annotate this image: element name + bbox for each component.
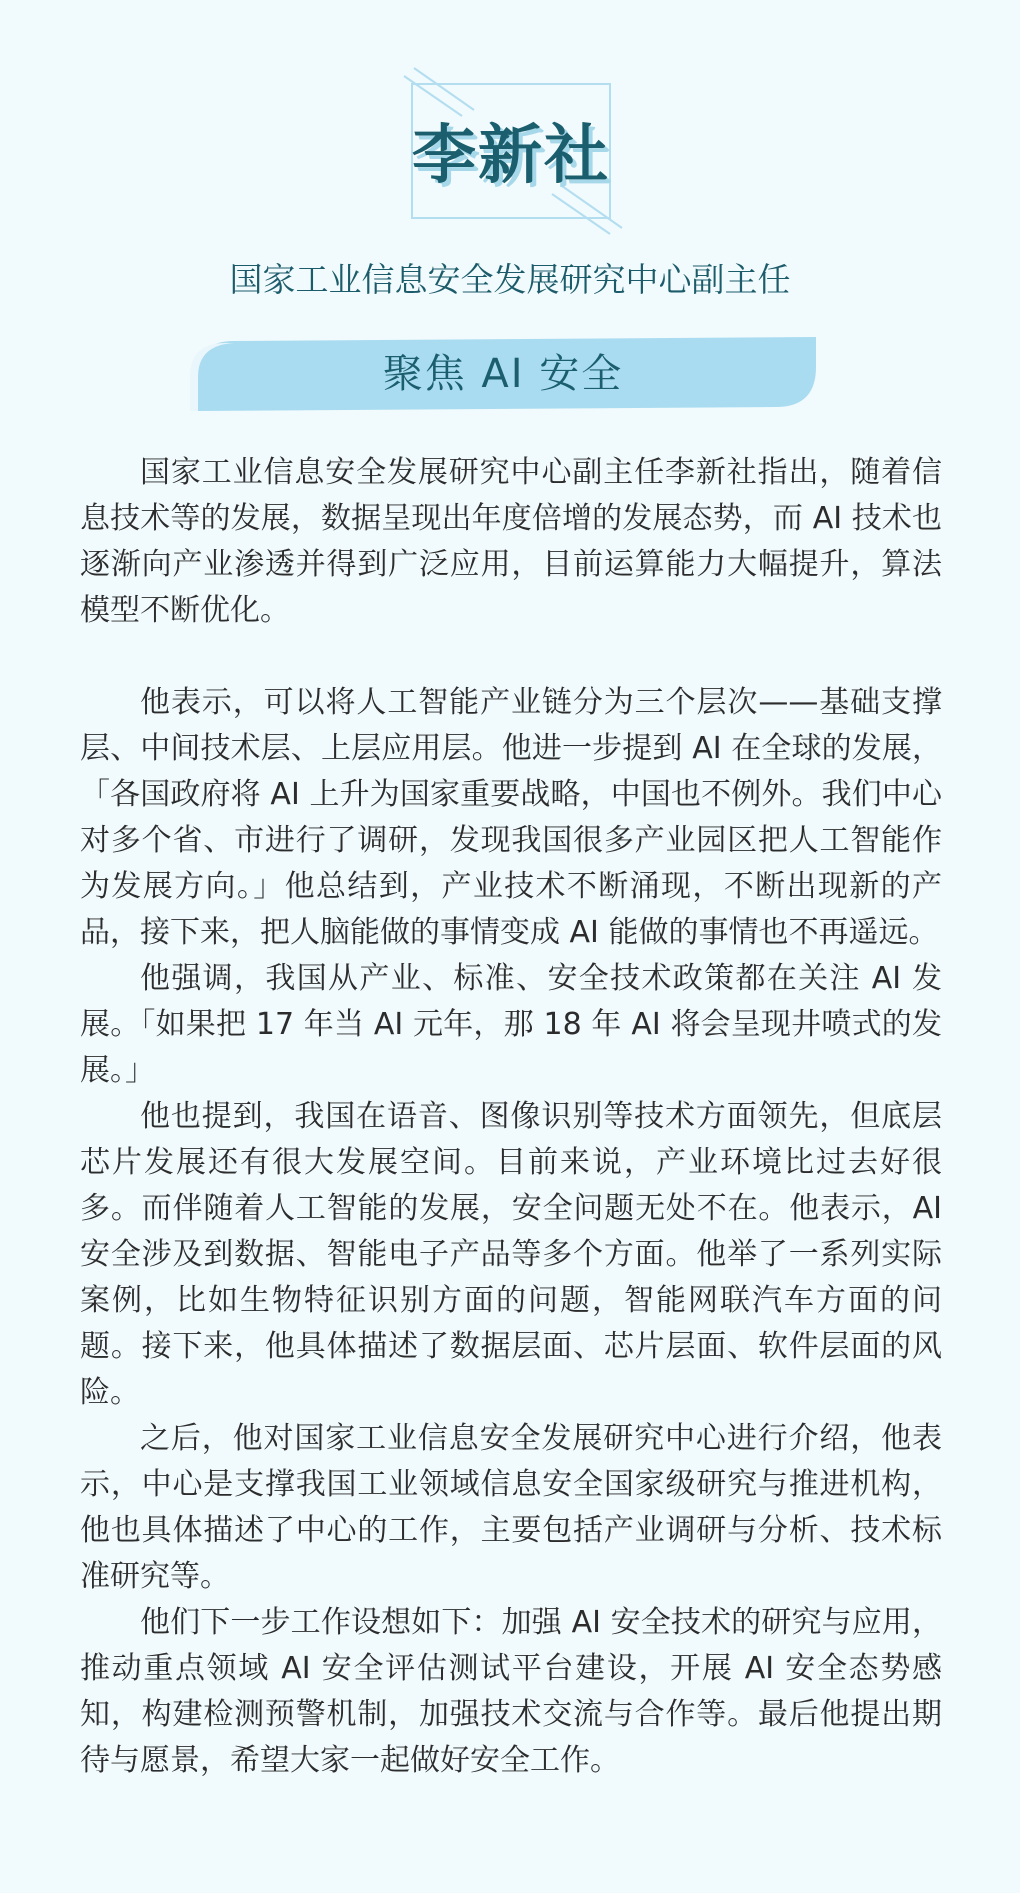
article-body <box>80 450 942 1784</box>
name-frame <box>412 84 610 218</box>
paragraph: 他表示，可以将人工智能产业链分为三个层次——基础支撑层、中间技术层、上层应用层。他进一步提到 AI 在全球的发展，「各国政府将 AI 上升为国家重要战略，中国也不例外。我们中心对多个省、市进行了调研，发现我国很多产业园区把人工智能作为发展方向。」他总结到，产业技术不断涌现，不断出现新的产品，接下来，把人脑能做的事情变成 AI 能做的事情也不再遥远。 <box>80 685 942 950</box>
person-title: 国家工业信息安全发展研究中心副主任 <box>229 260 791 299</box>
section-heading: 聚焦 AI 安全 <box>382 351 624 397</box>
person-name: 李新社 <box>412 118 610 193</box>
paragraph: 他们下一步工作设想如下：加强 AI 安全技术的研究与应用，推动重点领域 AI 安全评估测试平台建设，开展 AI 安全态势感知，构建检测预警机制，加强技术交流与合作等。最后他提出期待与愿景，希望大家一起做好安全工作。 <box>80 1605 942 1778</box>
paragraph: 他也提到，我国在语音、图像识别等技术方面领先，但底层芯片发展还有很大发展空间。目前来说，产业环境比过去好很多。而伴随着人工智能的发展，安全问题无处不在。他表示，AI 安全涉及到数据、智能电子产品等多个方面。他举了一系列实际案例，比如生物特征识别方面的问题，智能网联汽车方面的问题。接下来，他具体描述了数据层面、芯片层面、软件层面的风险。 <box>80 1099 942 1410</box>
paragraph: 他强调，我国从产业、标准、安全技术政策都在关注 AI 发展。「如果把 17 年当 AI 元年，那 18 年 AI 将会呈现井喷式的发展。」 <box>80 961 942 1088</box>
paragraph: 国家工业信息安全发展研究中心副主任李新社指出，随着信息技术等的发展，数据呈现出年度倍增的发展态势，而 AI 技术也逐渐向产业渗透并得到广泛应用，目前运算能力大幅提升，算法模型不断优化。 <box>80 455 942 628</box>
paragraph: 之后，他对国家工业信息安全发展研究中心进行介绍，他表示，中心是支撑我国工业领域信息安全国家级研究与推进机构，他也具体描述了中心的工作，主要包括产业调研与分析、技术标准研究等。 <box>80 1421 942 1594</box>
section-ribbon <box>190 337 816 411</box>
